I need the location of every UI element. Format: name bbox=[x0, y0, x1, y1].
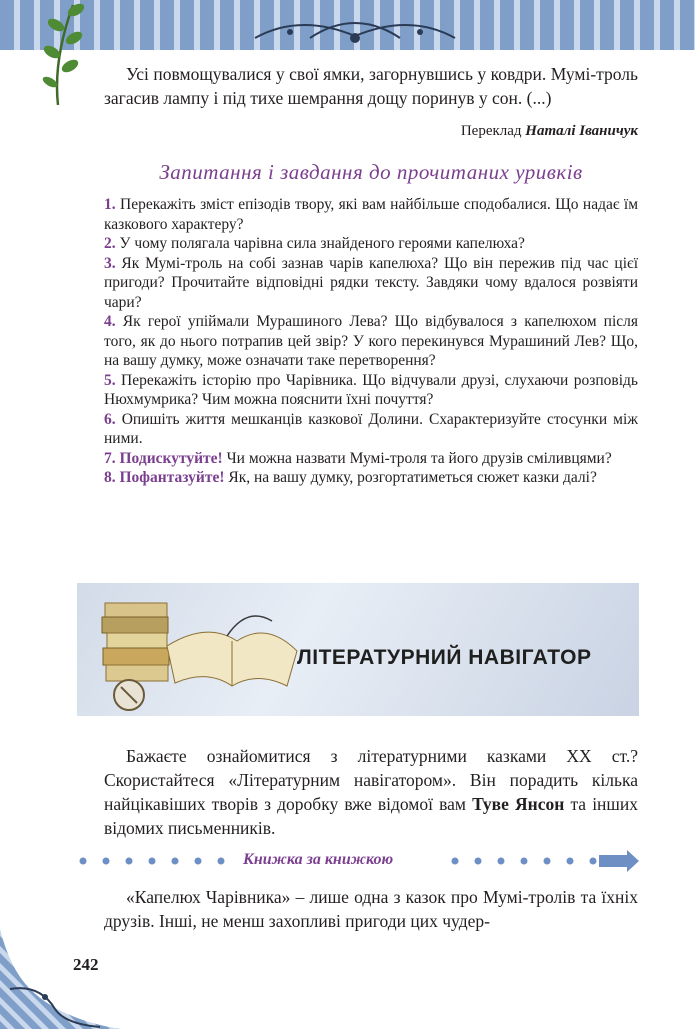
opening-paragraph: Усі повмощувалися у свої ямки, загорнувшись у ковдри. Мумі-троль загасив лампу і під тихе шемрання дощу поринув у сон. (...) bbox=[104, 64, 638, 108]
question-text: Як Мумі-троль на собі зазнав чарів капелюха? Що він пережив під час цієї пригоди? Прочитайте відповідні рядки тексту. Завдяки чому вдалося розвіяти чари? bbox=[104, 254, 638, 311]
question-item bbox=[104, 449, 638, 469]
closing-paragraph: «Капелюх Чарівника» – лише одна з казок про Мумі-тролів та їхніх друзів. Інші, не менш захопливі пригоди цих чудер- bbox=[104, 887, 638, 931]
vine-icon bbox=[38, 0, 93, 105]
questions-title: Запитання і завдання до прочитаних уривків bbox=[159, 160, 583, 184]
question-item bbox=[104, 234, 638, 254]
question-item bbox=[104, 371, 638, 410]
page-number: 242 bbox=[73, 955, 99, 974]
question-item bbox=[104, 195, 638, 234]
question-item bbox=[104, 312, 638, 371]
dots-left-icon bbox=[77, 849, 227, 873]
question-item bbox=[104, 410, 638, 449]
question-text: Як, на вашу думку, розгортатиметься сюжет казки далі? bbox=[228, 469, 597, 486]
question-number: 7. bbox=[104, 449, 116, 467]
decorative-top-border bbox=[0, 0, 695, 50]
literary-navigator-banner bbox=[77, 583, 639, 716]
ornament-icon bbox=[250, 8, 460, 48]
dots-arrow-icon bbox=[449, 849, 639, 873]
question-number: 2. bbox=[104, 235, 116, 252]
question-item bbox=[104, 468, 638, 488]
translation-prefix: Переклад bbox=[460, 123, 522, 139]
question-text: Як герої упіймали Мурашиного Лева? Що відбувалося з капелюхом після того, як до нього потрапив цей звір? У кого перекинувся Мурашиний Лев? Що, на вашу думку, може означати таке перетворення? bbox=[104, 313, 639, 369]
section-label: Книжка за книжкою bbox=[243, 851, 394, 868]
navigator-paragraph bbox=[104, 744, 638, 840]
translation-credit bbox=[461, 123, 638, 140]
corner-ornament-icon bbox=[0, 929, 120, 1029]
question-number: 3. bbox=[104, 254, 116, 272]
question-text: У чому полягала чарівна сила знайденого героями капелюха? bbox=[119, 235, 525, 252]
question-text: Опишіть життя мешканців казкової Долини. Схарактеризуйте стосунки між ними. bbox=[104, 410, 638, 447]
navigator-text-end: та інших відомих письменників. bbox=[104, 794, 639, 838]
section-divider bbox=[77, 849, 639, 873]
question-highlight: Подискутуйте! bbox=[119, 449, 223, 467]
question-number: 6. bbox=[104, 410, 116, 428]
navigator-title: ЛІТЕРАТУРНИЙ НАВІГАТОР bbox=[297, 646, 592, 669]
question-text: Чи можна назвати Мумі-троля та його друзів сміливцями? bbox=[226, 449, 612, 467]
navigator-text-start: Бажаєте ознайомитися з літературними казками XX ст.? Скористайтеся «Літературним навігатором». Він порадить кілька найцікавіших творів з доробку вже відомої вам bbox=[104, 746, 638, 814]
question-number: 8. bbox=[104, 469, 116, 486]
books-compass-icon bbox=[97, 591, 307, 713]
question-item bbox=[104, 254, 638, 313]
translator-name: Наталі Іваничук bbox=[525, 123, 638, 139]
question-highlight: Пофантазуйте! bbox=[119, 469, 225, 486]
question-text: Перекажіть історію про Чарівника. Що відчували друзі, слухаючи розповідь Нюхмумрика? Чим можна пояснити їхні почуття? bbox=[104, 371, 638, 408]
question-number: 4. bbox=[104, 313, 116, 330]
questions-list bbox=[104, 195, 638, 488]
question-number: 1. bbox=[104, 196, 116, 213]
question-text: Перекажіть зміст епізодів твору, які вам найбільше сподобалися. Що надає їм казкового характеру? bbox=[104, 196, 639, 233]
author-name: Туве Янсон bbox=[472, 794, 565, 814]
question-number: 5. bbox=[104, 371, 116, 389]
